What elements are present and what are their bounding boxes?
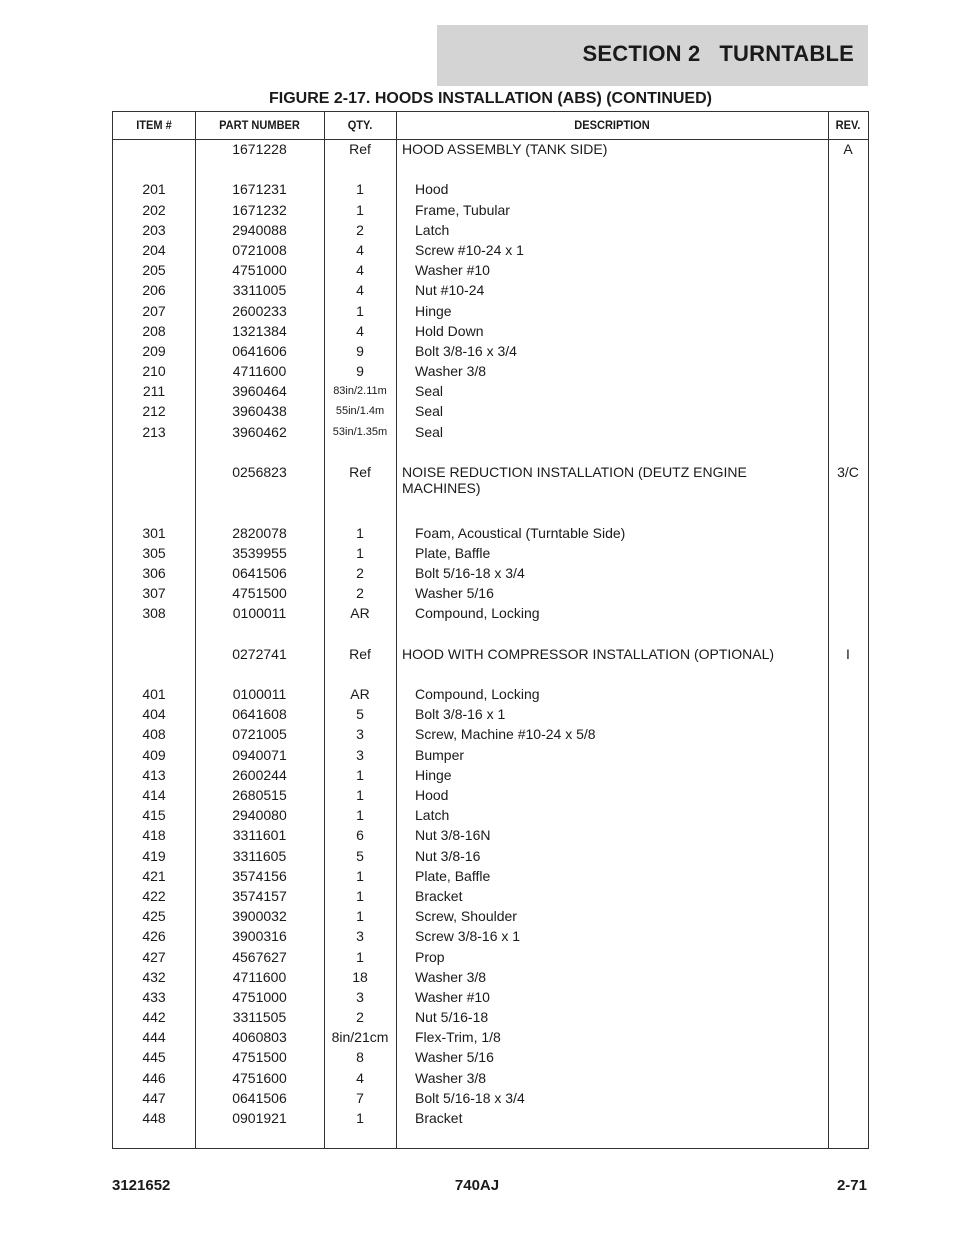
part-number-cell: 4567627 bbox=[232, 948, 287, 965]
quantity-cell: 55in/1.4m bbox=[335, 405, 385, 418]
description-cell: Nut 3/8-16 bbox=[415, 847, 481, 864]
quantity-cell: 3 bbox=[356, 988, 364, 1005]
column-header-qty: QTY. bbox=[347, 118, 373, 132]
description-cell: Bumper bbox=[415, 746, 465, 763]
description-cell: Washer 3/8 bbox=[415, 363, 487, 380]
description-cell: Washer 3/8 bbox=[415, 1069, 487, 1086]
item-number-cell: 201 bbox=[142, 181, 166, 198]
quantity-cell: 1 bbox=[356, 524, 364, 541]
part-number-cell: 2600233 bbox=[232, 302, 287, 319]
item-number-cell: 408 bbox=[142, 726, 166, 743]
quantity-cell: 2 bbox=[356, 564, 364, 581]
table-row bbox=[113, 303, 868, 323]
description-cell: Bracket bbox=[415, 1110, 463, 1127]
spacer-row bbox=[113, 504, 868, 524]
item-number-cell: 210 bbox=[142, 363, 166, 380]
part-number-cell: 0901921 bbox=[232, 1110, 287, 1127]
quantity-cell: 2 bbox=[356, 585, 364, 602]
description-cell: Washer 3/8 bbox=[415, 968, 487, 985]
revision-cell: I bbox=[846, 645, 850, 662]
item-number-cell: 447 bbox=[142, 1089, 166, 1106]
table-row bbox=[113, 868, 868, 888]
description-cell: Screw 3/8-16 x 1 bbox=[415, 928, 521, 945]
quantity-cell: 8 bbox=[356, 1049, 364, 1066]
table-row bbox=[113, 686, 868, 706]
revision-cell: A bbox=[843, 141, 853, 157]
item-number-cell: 404 bbox=[142, 706, 166, 723]
table-row bbox=[113, 545, 868, 565]
quantity-cell: 1 bbox=[356, 887, 364, 904]
table-row bbox=[113, 646, 868, 666]
table-row bbox=[113, 424, 868, 444]
part-number-cell: 0641608 bbox=[232, 706, 287, 723]
item-number-cell: 421 bbox=[142, 867, 166, 884]
part-number-cell: 0940071 bbox=[232, 746, 287, 763]
table-row bbox=[113, 726, 868, 746]
table-row bbox=[113, 928, 868, 948]
table-row bbox=[113, 1029, 868, 1049]
item-number-cell: 301 bbox=[142, 524, 166, 541]
description-cell: Nut #10-24 bbox=[415, 282, 485, 299]
part-number-cell: 1671232 bbox=[232, 201, 287, 218]
item-number-cell: 202 bbox=[142, 201, 166, 218]
description-cell: Washer 5/16 bbox=[415, 1049, 494, 1066]
part-number-cell: 1321384 bbox=[232, 322, 287, 339]
table-row bbox=[113, 525, 868, 545]
part-number-cell: 4060803 bbox=[232, 1029, 287, 1046]
table-row bbox=[113, 1070, 868, 1090]
description-cell: Nut 5/16-18 bbox=[415, 1009, 489, 1026]
item-number-cell: 442 bbox=[142, 1009, 166, 1026]
table-row bbox=[113, 585, 868, 605]
description-cell: Compound, Locking bbox=[415, 686, 540, 703]
quantity-cell: 5 bbox=[356, 706, 364, 723]
spacer-row bbox=[113, 444, 868, 464]
quantity-cell: 7 bbox=[356, 1089, 364, 1106]
table-row bbox=[113, 1009, 868, 1029]
quantity-cell: 4 bbox=[356, 1069, 364, 1086]
quantity-cell: 1 bbox=[356, 807, 364, 824]
table-row bbox=[113, 464, 868, 504]
part-number-cell: 3311601 bbox=[232, 827, 287, 844]
description-cell: Screw, Shoulder bbox=[415, 908, 517, 925]
table-row bbox=[113, 202, 868, 222]
quantity-cell: 4 bbox=[356, 262, 364, 279]
part-number-cell: 3960464 bbox=[232, 383, 287, 400]
table-row bbox=[113, 989, 868, 1009]
item-number-cell: 413 bbox=[142, 766, 166, 783]
description-cell: Frame, Tubular bbox=[415, 201, 510, 218]
table-row bbox=[113, 807, 868, 827]
spacer-row bbox=[113, 666, 868, 686]
table-row bbox=[113, 969, 868, 989]
part-number-cell: 0641506 bbox=[232, 564, 287, 581]
item-number-cell: 307 bbox=[142, 585, 166, 602]
table-row bbox=[113, 181, 868, 201]
description-cell: Seal bbox=[415, 403, 444, 420]
part-number-cell: 2680515 bbox=[232, 787, 287, 804]
description-cell: Seal bbox=[415, 383, 444, 400]
description-cell: Washer #10 bbox=[415, 262, 490, 279]
item-number-cell: 425 bbox=[142, 908, 166, 925]
quantity-cell: AR bbox=[350, 605, 370, 622]
quantity-cell: 1 bbox=[356, 1110, 364, 1127]
table-row bbox=[113, 222, 868, 242]
description-cell: Washer 5/16 bbox=[415, 585, 494, 602]
column-header-description: DESCRIPTION bbox=[574, 118, 650, 132]
part-number-cell: 3900316 bbox=[232, 928, 287, 945]
part-number-cell: 4751500 bbox=[232, 585, 287, 602]
item-number-cell: 208 bbox=[142, 322, 166, 339]
part-number-cell: 2600244 bbox=[232, 766, 287, 783]
table-row bbox=[113, 747, 868, 767]
part-number-cell: 0641506 bbox=[232, 1089, 287, 1106]
table-row bbox=[113, 403, 868, 423]
description-cell: Hood bbox=[415, 787, 449, 804]
revision-cell: 3/C bbox=[837, 464, 859, 480]
description-cell: HOOD ASSEMBLY (TANK SIDE) bbox=[402, 141, 608, 157]
figure-title: FIGURE 2-17. HOODS INSTALLATION (ABS) (CONTINUED) bbox=[269, 90, 712, 107]
quantity-cell: 53in/1.35m bbox=[332, 425, 388, 438]
quantity-cell: 1 bbox=[356, 544, 364, 561]
item-number-cell: 444 bbox=[142, 1029, 166, 1046]
item-number-cell: 213 bbox=[142, 423, 166, 440]
description-cell: Plate, Baffle bbox=[415, 544, 491, 561]
spacer-row bbox=[113, 161, 868, 181]
description-cell: Nut 3/8-16N bbox=[415, 827, 491, 844]
part-number-cell: 3574156 bbox=[232, 867, 287, 884]
quantity-cell: 3 bbox=[356, 928, 364, 945]
part-number-cell: 3311505 bbox=[232, 1009, 287, 1026]
quantity-cell: 9 bbox=[356, 363, 364, 380]
item-number-cell: 445 bbox=[142, 1049, 166, 1066]
item-number-cell: 305 bbox=[142, 544, 166, 561]
description-cell: Plate, Baffle bbox=[415, 867, 491, 884]
item-number-cell: 427 bbox=[142, 948, 166, 965]
description-cell: NOISE REDUCTION INSTALLATION (DEUTZ ENGINE MACHINES) bbox=[402, 464, 747, 496]
description-cell: Bolt 5/16-18 x 3/4 bbox=[415, 1089, 525, 1106]
item-number-cell: 212 bbox=[142, 403, 166, 420]
part-number-cell: 1671228 bbox=[232, 141, 287, 157]
description-cell: Screw, Machine #10-24 x 5/8 bbox=[415, 726, 596, 743]
description-cell: Screw #10-24 x 1 bbox=[415, 241, 524, 258]
column-header-part-number: PART NUMBER bbox=[219, 118, 300, 132]
description-cell: HOOD WITH COMPRESSOR INSTALLATION (OPTIONAL) bbox=[402, 645, 775, 662]
quantity-cell: 1 bbox=[356, 181, 364, 198]
column-header-item: ITEM # bbox=[136, 118, 172, 132]
item-number-cell: 206 bbox=[142, 282, 166, 299]
part-number-cell: 4751500 bbox=[232, 1049, 287, 1066]
table-row bbox=[113, 242, 868, 262]
item-number-cell: 414 bbox=[142, 787, 166, 804]
table-row bbox=[113, 888, 868, 908]
description-cell: Bracket bbox=[415, 887, 463, 904]
table-row bbox=[113, 787, 868, 807]
description-cell: Latch bbox=[415, 807, 450, 824]
part-number-cell: 4751000 bbox=[232, 988, 287, 1005]
description-cell: Prop bbox=[415, 948, 445, 965]
parts-table bbox=[112, 111, 869, 1149]
quantity-cell: 4 bbox=[356, 282, 364, 299]
item-number-cell: 432 bbox=[142, 968, 166, 985]
description-cell: Seal bbox=[415, 423, 444, 440]
description-cell: Bolt 5/16-18 x 3/4 bbox=[415, 564, 525, 581]
item-number-cell: 401 bbox=[142, 686, 166, 703]
item-number-cell: 448 bbox=[142, 1110, 166, 1127]
quantity-cell: 1 bbox=[356, 867, 364, 884]
part-number-cell: 0100011 bbox=[232, 605, 287, 622]
table-row bbox=[113, 565, 868, 585]
item-number-cell: 205 bbox=[142, 262, 166, 279]
spacer-row bbox=[113, 626, 868, 646]
part-number-cell: 3574157 bbox=[232, 887, 287, 904]
item-number-cell: 209 bbox=[142, 342, 166, 359]
quantity-cell: 83in/2.11m bbox=[333, 385, 387, 398]
description-cell: Bolt 3/8-16 x 3/4 bbox=[415, 342, 517, 359]
table-row bbox=[113, 383, 868, 403]
quantity-cell: 4 bbox=[356, 241, 364, 258]
section-header bbox=[437, 25, 868, 86]
table-row bbox=[113, 1090, 868, 1110]
part-number-cell: 3311605 bbox=[232, 847, 287, 864]
part-number-cell: 0256823 bbox=[232, 464, 287, 480]
quantity-cell: 1 bbox=[356, 908, 364, 925]
quantity-cell: 8in/21cm bbox=[331, 1029, 389, 1046]
table-row bbox=[113, 262, 868, 282]
quantity-cell: 3 bbox=[356, 746, 364, 763]
quantity-cell: 2 bbox=[356, 1009, 364, 1026]
part-number-cell: 1671231 bbox=[232, 181, 287, 198]
part-number-cell: 3960462 bbox=[232, 423, 287, 440]
table-row bbox=[113, 1110, 868, 1130]
table-row bbox=[113, 949, 868, 969]
part-number-cell: 0721008 bbox=[232, 241, 287, 258]
quantity-cell: 3 bbox=[356, 726, 364, 743]
header-divider bbox=[113, 139, 868, 140]
part-number-cell: 0641606 bbox=[232, 342, 287, 359]
quantity-cell: Ref bbox=[349, 141, 371, 157]
quantity-cell: 9 bbox=[356, 342, 364, 359]
quantity-cell: 1 bbox=[356, 948, 364, 965]
item-number-cell: 306 bbox=[142, 564, 166, 581]
quantity-cell: 1 bbox=[356, 766, 364, 783]
quantity-cell: 4 bbox=[356, 322, 364, 339]
part-number-cell: 4711600 bbox=[232, 968, 287, 985]
table-row bbox=[113, 323, 868, 343]
description-cell: Hood bbox=[415, 181, 449, 198]
table-row bbox=[113, 141, 868, 161]
item-number-cell: 426 bbox=[142, 928, 166, 945]
part-number-cell: 0272741 bbox=[232, 645, 287, 662]
description-cell: Bolt 3/8-16 x 1 bbox=[415, 706, 506, 723]
section-title: SECTION 2 TURNTABLE bbox=[582, 41, 854, 66]
column-header-rev: REV. bbox=[835, 118, 861, 132]
part-number-cell: 4751600 bbox=[232, 1069, 287, 1086]
quantity-cell: 1 bbox=[356, 787, 364, 804]
description-cell: Latch bbox=[415, 221, 450, 238]
description-cell: Hinge bbox=[415, 766, 452, 783]
item-number-cell: 211 bbox=[142, 383, 166, 400]
table-row bbox=[113, 827, 868, 847]
table-row bbox=[113, 343, 868, 363]
quantity-cell: 5 bbox=[356, 847, 364, 864]
item-number-cell: 418 bbox=[142, 827, 166, 844]
quantity-cell: AR bbox=[350, 686, 370, 703]
item-number-cell: 204 bbox=[142, 241, 166, 258]
part-number-cell: 2940080 bbox=[232, 807, 287, 824]
item-number-cell: 419 bbox=[142, 847, 166, 864]
part-number-cell: 3311005 bbox=[232, 282, 287, 299]
item-number-cell: 446 bbox=[142, 1069, 166, 1086]
description-cell: Hinge bbox=[415, 302, 452, 319]
table-row bbox=[113, 767, 868, 787]
part-number-cell: 4751000 bbox=[232, 262, 287, 279]
part-number-cell: 4711600 bbox=[232, 363, 287, 380]
item-number-cell: 415 bbox=[142, 807, 166, 824]
table-row bbox=[113, 848, 868, 868]
item-number-cell: 422 bbox=[142, 887, 166, 904]
table-row bbox=[113, 706, 868, 726]
table-row bbox=[113, 605, 868, 625]
item-number-cell: 203 bbox=[142, 221, 166, 238]
table-body bbox=[113, 141, 868, 1130]
model-name: 740AJ bbox=[454, 1177, 500, 1194]
doc-number: 3121652 bbox=[112, 1177, 171, 1194]
description-cell: Flex-Trim, 1/8 bbox=[415, 1029, 501, 1046]
quantity-cell: Ref bbox=[349, 645, 371, 662]
part-number-cell: 3539955 bbox=[232, 544, 287, 561]
item-number-cell: 409 bbox=[142, 746, 166, 763]
table-row bbox=[113, 908, 868, 928]
part-number-cell: 0721005 bbox=[232, 726, 287, 743]
item-number-cell: 433 bbox=[142, 988, 166, 1005]
table-row bbox=[113, 363, 868, 383]
table-row bbox=[113, 282, 868, 302]
quantity-cell: 1 bbox=[356, 201, 364, 218]
quantity-cell: 2 bbox=[356, 221, 364, 238]
part-number-cell: 2820078 bbox=[232, 524, 287, 541]
part-number-cell: 0100011 bbox=[232, 686, 287, 703]
item-number-cell: 207 bbox=[142, 302, 166, 319]
description-cell: Foam, Acoustical (Turntable Side) bbox=[415, 524, 626, 541]
page-number: 2-71 bbox=[836, 1177, 867, 1194]
table-row bbox=[113, 1049, 868, 1069]
description-cell: Compound, Locking bbox=[415, 605, 540, 622]
part-number-cell: 2940088 bbox=[232, 221, 287, 238]
quantity-cell: 18 bbox=[352, 968, 368, 985]
quantity-cell: 6 bbox=[356, 827, 364, 844]
part-number-cell: 3900032 bbox=[232, 908, 287, 925]
quantity-cell: 1 bbox=[356, 302, 364, 319]
description-cell: Hold Down bbox=[415, 322, 484, 339]
item-number-cell: 308 bbox=[142, 605, 166, 622]
part-number-cell: 3960438 bbox=[232, 403, 287, 420]
quantity-cell: Ref bbox=[349, 464, 371, 480]
description-cell: Washer #10 bbox=[415, 988, 490, 1005]
